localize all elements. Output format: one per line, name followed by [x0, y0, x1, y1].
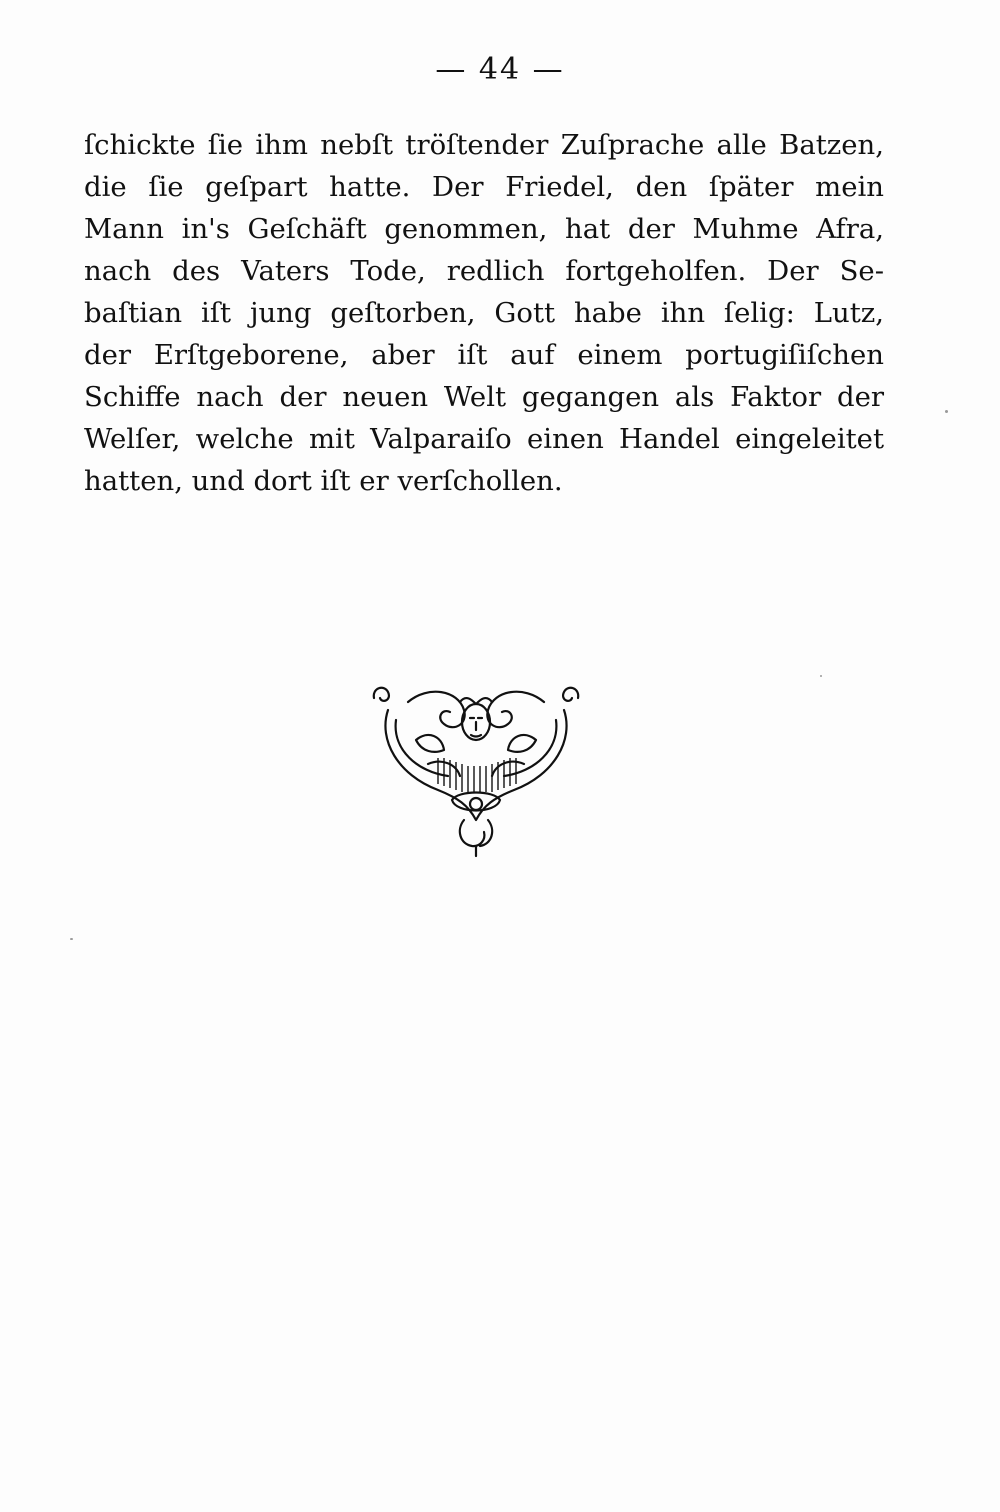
text-line: Schiffe nach der neuen Welt gegangen als Faktor der: [84, 381, 884, 413]
text-line: Welſer, welche mit Valparaiſo einen Handel eingeleitet: [84, 423, 884, 455]
text-line: Mann in's Geſchäft genommen, hat der Muhme Afra,: [84, 213, 884, 245]
scan-speck: [70, 938, 73, 940]
scan-speck: [820, 675, 822, 677]
text-line: baſtian iſt jung geſtorben, Gott habe ihn ſelig: Lutz,: [84, 297, 884, 329]
text-line: nach des Vaters Tode, redlich fortgeholfen. Der Se-: [84, 255, 884, 287]
body-text: [84, 124, 884, 502]
text-line: ſchickte ſie ihm nebſt tröſtender Zuſprache alle Batzen,: [84, 129, 884, 161]
text-line: die ſie geſpart hatte. Der Friedel, den ſpäter mein: [84, 171, 884, 203]
page-number: — 44 —: [435, 52, 565, 87]
floral-vignette-icon: [368, 680, 584, 860]
text-line: hatten, und dort iſt er verſchollen.: [84, 465, 563, 497]
scan-speck: [945, 410, 948, 413]
text-line: der Erſtgeborene, aber iſt auf einem portugiſiſchen: [84, 339, 884, 371]
